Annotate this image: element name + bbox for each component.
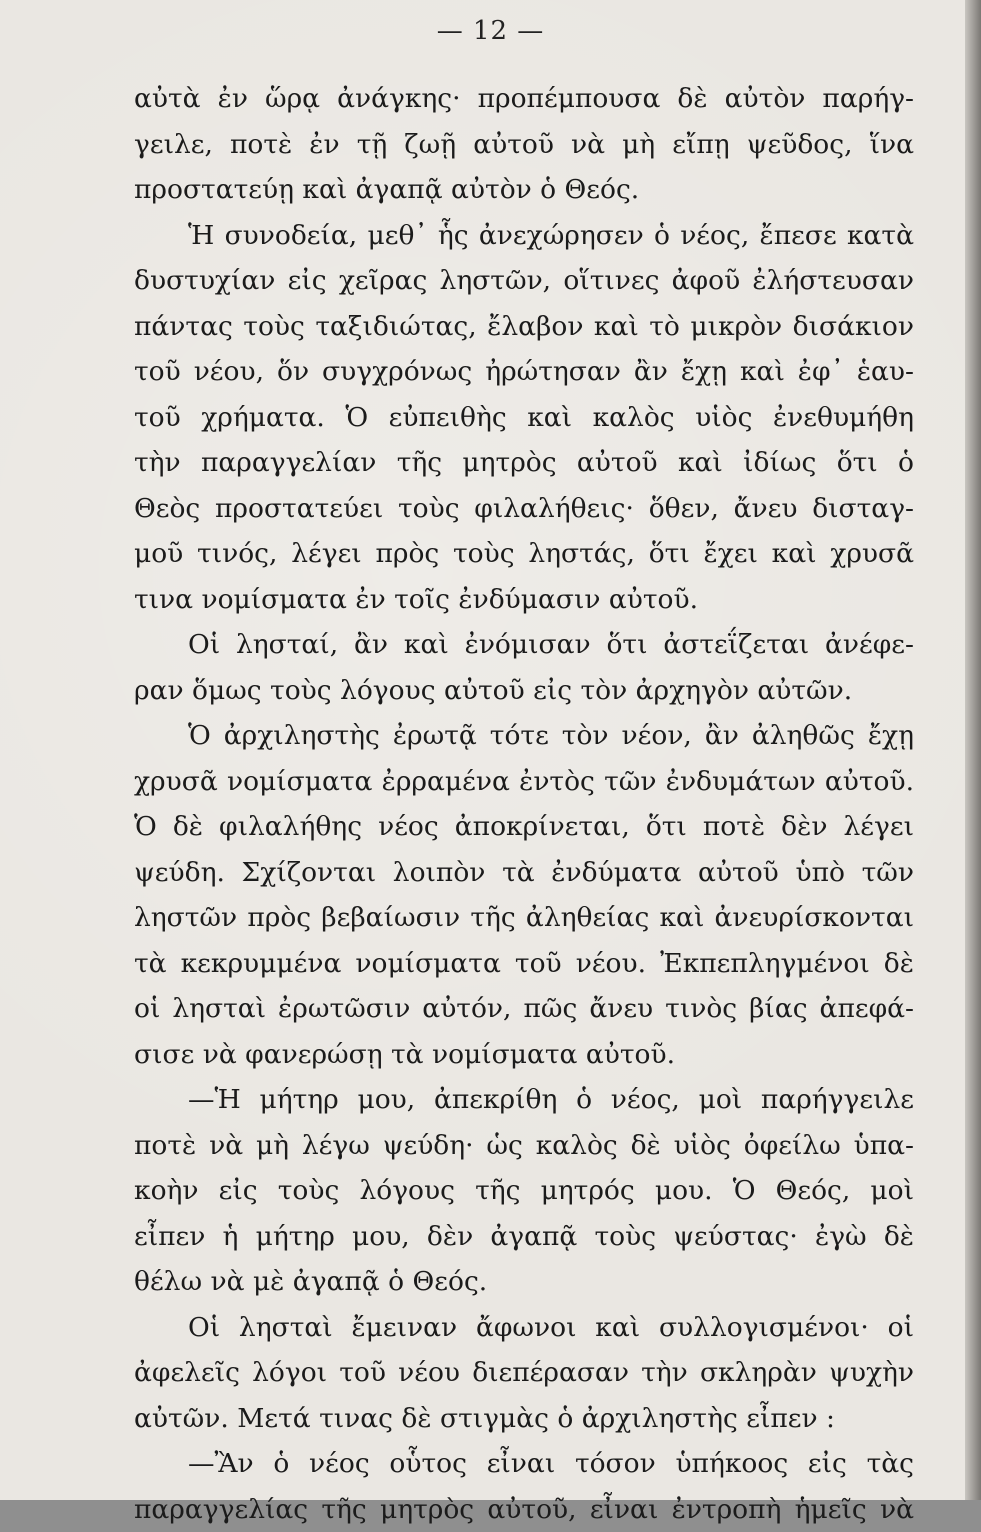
text-line: Θεὸς προστατεύει τοὺς φιλαλήθεις· ὅθεν, ἄνευ δισταγ- — [134, 486, 914, 532]
text-line: Οἱ λησταί, ἂν καὶ ἐνόμισαν ὅτι ἀστεΐζεται ἀνέφε- — [134, 622, 914, 668]
text-line: χρυσᾶ νομίσματα ἐρραμένα ἐντὸς τῶν ἐνδυμάτων αὐτοῦ. — [134, 759, 914, 805]
text-line: Ὁ δὲ φιλαλήθης νέος ἀποκρίνεται, ὅτι ποτὲ δὲν λέγει — [134, 804, 914, 850]
text-line: πάντας τοὺς ταξιδιώτας, ἔλαβον καὶ τὸ μικρὸν δισάκιον — [134, 304, 914, 350]
text-line: Ἡ συνοδεία, μεθ᾽ ἧς ἀνεχώρησεν ὁ νέος, ἔπεσε κατὰ — [134, 213, 914, 259]
text-line: τὴν παραγγελίαν τῆς μητρὸς αὐτοῦ καὶ ἰδίως ὅτι ὁ — [134, 440, 914, 486]
text-line: προστατεύῃ καὶ ἀγαπᾷ αὐτὸν ὁ Θεός. — [134, 167, 914, 213]
page-edge-shadow — [965, 0, 981, 1500]
text-line: —Ἂν ὁ νέος οὗτος εἶναι τόσον ὑπήκοος εἰς τὰς — [134, 1441, 914, 1487]
page-number: — 12 — — [0, 16, 981, 46]
text-line: Ὁ ἀρχιληστὴς ἐρωτᾷ τότε τὸν νέον, ἂν ἀληθῶς ἔχῃ — [134, 713, 914, 759]
text-line: αὐτὰ ἐν ὥρᾳ ἀνάγκης· προπέμπουσα δὲ αὐτὸν παρήγ- — [134, 76, 914, 122]
text-line: ψεύδη. Σχίζονται λοιπὸν τὰ ἐνδύματα αὐτοῦ ὑπὸ τῶν — [134, 850, 914, 896]
text-line: —Ἡ μήτηρ μου, ἀπεκρίθη ὁ νέος, μοὶ παρήγγειλε — [134, 1077, 914, 1123]
text-line: τοῦ χρήματα. Ὁ εὐπειθὴς καὶ καλὸς υἱὸς ἐνεθυμήθη — [134, 395, 914, 441]
text-line: θέλω νὰ μὲ ἀγαπᾷ ὁ Θεός. — [134, 1259, 914, 1305]
text-line: ληστῶν πρὸς βεβαίωσιν τῆς ἀληθείας καὶ ἀνευρίσκονται — [134, 895, 914, 941]
text-line: ἀφελεῖς λόγοι τοῦ νέου διεπέρασαν τὴν σκληρὰν ψυχὴν — [134, 1350, 914, 1396]
text-line: παραγγελίας τῆς μητρὸς αὐτοῦ, εἶναι ἐντροπὴ ἡμεῖς νὰ — [134, 1487, 914, 1532]
text-line: σισε νὰ φανερώσῃ τὰ νομίσματα αὐτοῦ. — [134, 1032, 914, 1078]
text-line: ποτὲ νὰ μὴ λέγω ψεύδη· ὡς καλὸς δὲ υἱὸς ὀφείλω ὑπα- — [134, 1123, 914, 1169]
text-line: μοῦ τινός, λέγει πρὸς τοὺς ληστάς, ὅτι ἔχει καὶ χρυσᾶ — [134, 531, 914, 577]
body-text — [134, 76, 914, 1532]
text-line: τὰ κεκρυμμένα νομίσματα τοῦ νέου. Ἐκπεπληγμένοι δὲ — [134, 941, 914, 987]
text-line: εἶπεν ἡ μήτηρ μου, δὲν ἀγαπᾷ τοὺς ψεύστας· ἐγὼ δὲ — [134, 1214, 914, 1260]
text-line: γειλε, ποτὲ ἐν τῇ ζωῇ αὐτοῦ νὰ μὴ εἴπῃ ψεῦδος, ἵνα — [134, 122, 914, 168]
text-line: τοῦ νέου, ὅν συγχρόνως ἠρώτησαν ἂν ἔχῃ καὶ ἐφ᾽ ἑαυ- — [134, 349, 914, 395]
text-line: δυστυχίαν εἰς χεῖρας ληστῶν, οἵτινες ἀφοῦ ἐλήστευσαν — [134, 258, 914, 304]
text-line: αὐτῶν. Μετά τινας δὲ στιγμὰς ὁ ἀρχιληστὴς εἶπεν : — [134, 1396, 914, 1442]
text-line: τινα νομίσματα ἐν τοῖς ἐνδύμασιν αὐτοῦ. — [134, 577, 914, 623]
text-line: κοὴν εἰς τοὺς λόγους τῆς μητρός μου. Ὁ Θεός, μοὶ — [134, 1168, 914, 1214]
text-line: ραν ὅμως τοὺς λόγους αὐτοῦ εἰς τὸν ἀρχηγὸν αὐτῶν. — [134, 668, 914, 714]
text-line: οἱ λησταὶ ἐρωτῶσιν αὐτόν, πῶς ἄνευ τινὸς βίας ἀπεφά- — [134, 986, 914, 1032]
text-line: Οἱ λησταὶ ἔμειναν ἄφωνοι καὶ συλλογισμένοι· οἱ — [134, 1305, 914, 1351]
